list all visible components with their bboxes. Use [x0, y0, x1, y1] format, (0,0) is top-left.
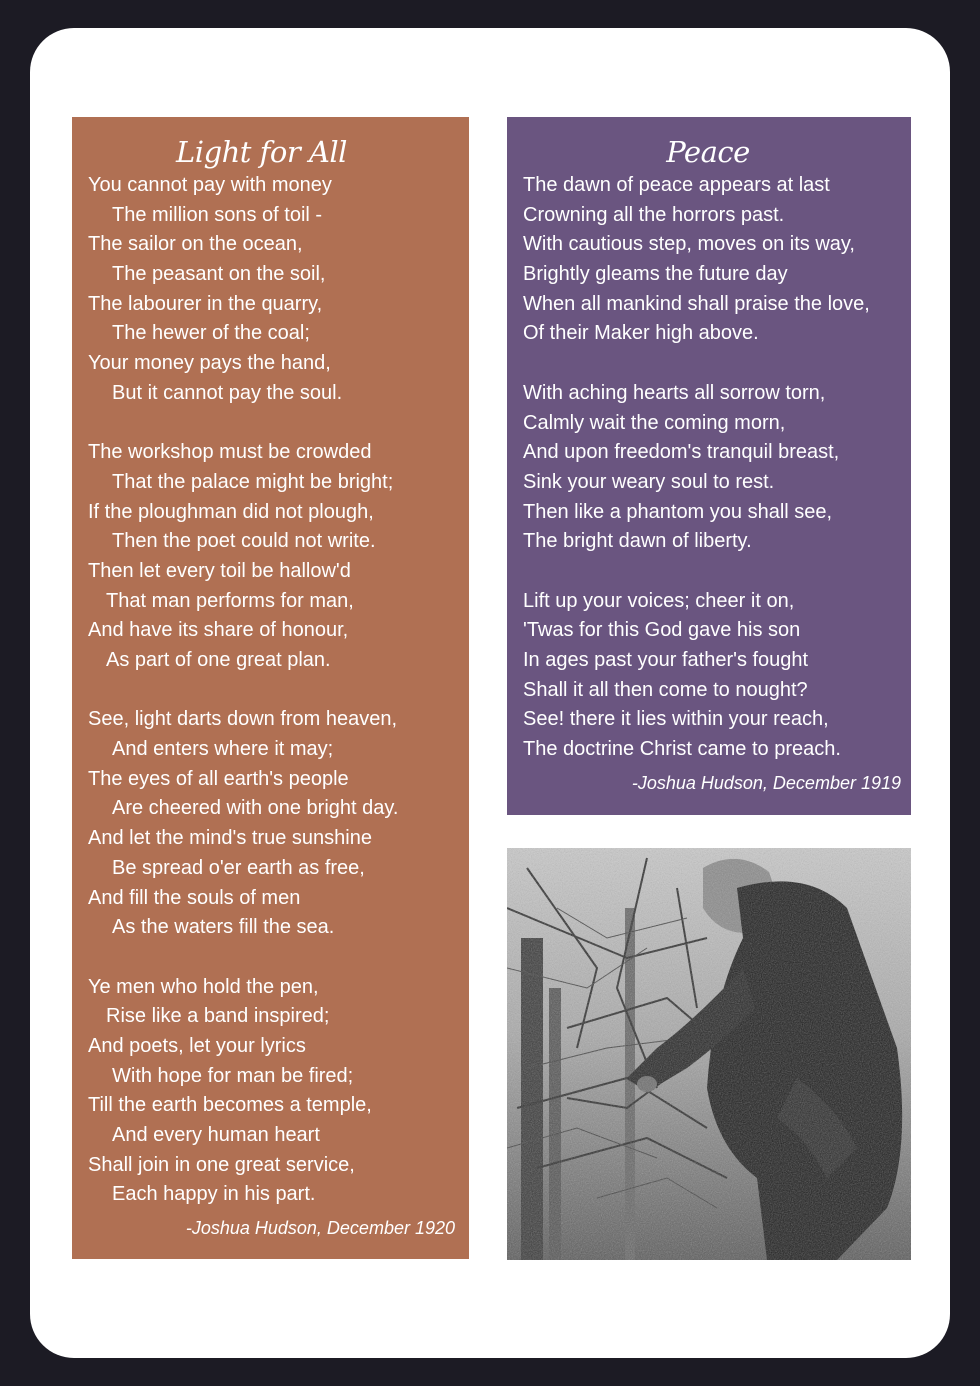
poem-line: And every human heart	[112, 1124, 320, 1146]
historic-photo	[507, 848, 911, 1260]
poem-line: And poets, let your lyrics	[88, 1034, 306, 1057]
poem-line: Of their Maker high above.	[523, 322, 759, 345]
poem-line: As part of one great plan.	[106, 649, 331, 671]
poem-line: Shall it all then come to nought?	[523, 678, 808, 701]
poem-card	[30, 28, 950, 1358]
poem-line: The labourer in the quarry,	[88, 292, 323, 315]
poem-line: Are cheered with one bright day.	[112, 797, 399, 820]
stanza	[523, 587, 901, 765]
light-for-all-attribution: -Joshua Hudson, December 1920	[185, 1218, 455, 1239]
poem-line: But it cannot pay the soul.	[112, 381, 343, 404]
peace-poem	[523, 171, 901, 765]
poem-line: The dawn of peace appears at last	[523, 174, 830, 196]
poem-line: The workshop must be crowded	[88, 441, 372, 464]
poem-line: 'Twas for this God gave his son	[523, 619, 801, 642]
poem-line: Then let every toil be hallow'd	[88, 559, 351, 582]
poem-line: The peasant on the soil,	[112, 263, 326, 286]
poem-line: Brightly gleams the future day	[523, 263, 788, 286]
poem-line: The hewer of the coal;	[112, 322, 310, 345]
stanza	[88, 705, 455, 943]
poem-line: See! there it lies within your reach,	[523, 708, 829, 731]
poem-line: Your money pays the hand,	[88, 352, 331, 375]
poem-line: That the palace might be bright;	[112, 470, 394, 493]
poem-line: Till the earth becomes a temple,	[88, 1094, 372, 1117]
poem-line: And enters where it may;	[112, 738, 334, 761]
poem-line: Then like a phantom you shall see,	[523, 500, 833, 523]
poem-line: The doctrine Christ came to preach.	[523, 738, 841, 761]
poem-line: If the ploughman did not plough,	[88, 500, 374, 523]
poem-line: Lift up your voices; cheer it on,	[523, 589, 795, 612]
poem-line: With cautious step, moves on its way,	[523, 233, 855, 256]
poem-line: And have its share of honour,	[88, 619, 349, 642]
poem-line: Sink your weary soul to rest.	[523, 470, 775, 493]
stanza	[523, 379, 901, 557]
poem-line: With aching hearts all sorrow torn,	[523, 381, 826, 404]
stanza	[88, 171, 455, 409]
poem-line: Shall join in one great service,	[88, 1153, 355, 1176]
poem-line: Ye men who hold the pen,	[88, 975, 319, 998]
poem-line: The bright dawn of liberty.	[523, 530, 752, 553]
stanza	[523, 171, 901, 349]
poem-line: Rise like a band inspired;	[106, 1005, 330, 1028]
poem-line: And let the mind's true sunshine	[88, 827, 372, 850]
poem-line: As the waters fill the sea.	[112, 916, 335, 939]
photo-image	[507, 848, 911, 1260]
poem-line: See, light darts down from heaven,	[88, 708, 398, 731]
poem-line: In ages past your father's fought	[523, 649, 809, 671]
stanza	[88, 438, 455, 676]
poem-line: Then the poet could not write.	[112, 530, 376, 553]
poem-line: The sailor on the ocean,	[88, 233, 303, 256]
poem-line: With hope for man be fired;	[112, 1064, 354, 1087]
peace-title: Peace	[666, 135, 750, 169]
poem-line: Be spread o'er earth as free,	[112, 856, 365, 879]
poem-line: Calmly wait the coming morn,	[523, 411, 786, 434]
peace-panel	[507, 117, 911, 815]
poem-line: Each happy in his part.	[112, 1183, 316, 1206]
poem-line: That man performs for man,	[106, 589, 354, 612]
poem-line: The eyes of all earth's people	[88, 767, 349, 790]
peace-attribution: -Joshua Hudson, December 1919	[631, 772, 901, 793]
poem-line: And fill the souls of men	[88, 886, 301, 909]
poem-line: You cannot pay with money	[88, 174, 332, 196]
poem-line: And upon freedom's tranquil breast,	[523, 441, 840, 464]
light-for-all-panel	[72, 117, 469, 1259]
light-for-all-poem	[88, 171, 455, 1210]
poem-line: Crowning all the horrors past.	[523, 203, 785, 226]
light-for-all-title: Light for All	[176, 135, 347, 169]
poem-line: When all mankind shall praise the love,	[523, 292, 870, 315]
poem-line: The million sons of toil -	[112, 203, 323, 226]
stanza	[88, 973, 455, 1211]
